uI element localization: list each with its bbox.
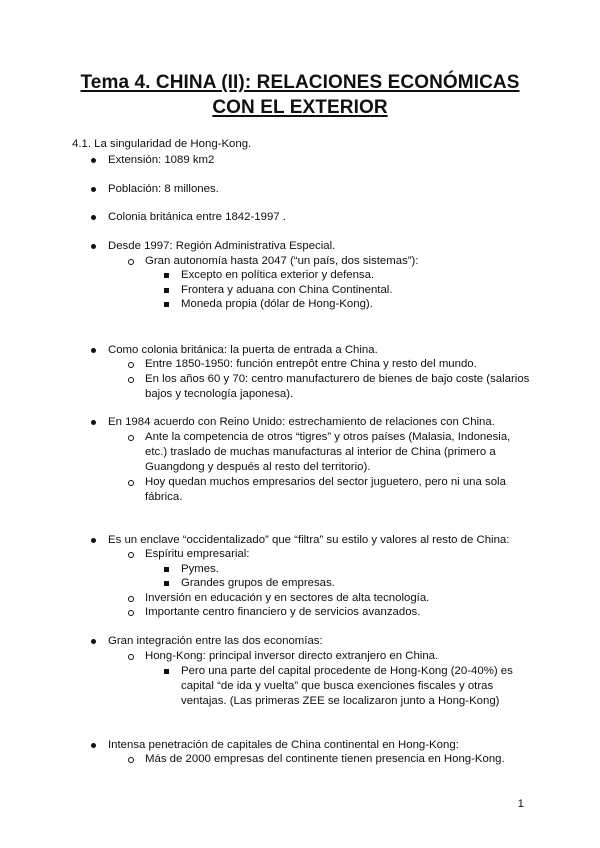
list-item: Más de 2000 empresas del continente tienen presencia en Hong-Kong.	[145, 753, 505, 765]
list-item: Extensión: 1089 km2	[108, 154, 215, 166]
list-item: En los años 60 y 70: centro manufacturero de bienes de bajo coste (salarios bajos y tecnología japonesa).	[145, 372, 535, 402]
list-item: Pero una parte del capital procedente de Hong-Kong (20-40%) es capital “de ida y vuelta” que busca exenciones fiscales y otras ventajas. (Las primeras ZEE se localizaron junto a Hong-Kong)	[181, 664, 526, 709]
list-item: Hoy quedan muchos empresarios del sector juguetero, pero ni una sola fábrica.	[145, 475, 535, 505]
page-number: 1	[517, 798, 524, 810]
section-heading: 4.1. La singularidad de Hong-Kong.	[72, 138, 252, 150]
list-item: En 1984 acuerdo con Reino Unido: estrechamiento de relaciones con China.	[108, 416, 495, 428]
list-item: Frontera y aduana con China Continental.	[181, 284, 393, 296]
list-item: Ante la competencia de otros “tigres” y otros países (Malasia, Indonesia, etc.) traslado de muchas manufacturas al interior de China (primero a Guangdong y después al resto del territorio).	[145, 430, 535, 475]
list-item: Inversión en educación y en sectores de alta tecnología.	[145, 592, 430, 604]
list-item: Como colonia británica: la puerta de entrada a China.	[108, 344, 378, 356]
list-item: Pymes.	[181, 563, 219, 575]
list-item: Colonia británica entre 1842-1997 .	[108, 211, 286, 223]
list-item: Grandes grupos de empresas.	[181, 577, 335, 589]
list-item: Importante centro financiero y de servicios avanzados.	[145, 606, 421, 618]
list-item: Excepto en política exterior y defensa.	[181, 269, 375, 281]
list-item: Gran integración entre las dos economías:	[108, 635, 323, 647]
list-item: Moneda propia (dólar de Hong-Kong).	[181, 298, 373, 310]
list-item: Intensa penetración de capitales de China continental en Hong-Kong:	[108, 739, 459, 751]
list-item: Hong-Kong: principal inversor directo extranjero en China.	[145, 650, 439, 662]
list-item: Gran autonomía hasta 2047 (“un país, dos sistemas”):	[145, 255, 419, 267]
list-item: Espíritu empresarial:	[145, 548, 250, 560]
list-item: Desde 1997: Región Administrativa Especial.	[108, 240, 336, 252]
document-title-line1: Tema 4. CHINA (II): RELACIONES ECONÓMICAS	[80, 72, 520, 93]
list-item: Es un enclave “occidentalizado” que “filtra” su estilo y valores al resto de China:	[108, 534, 510, 546]
document-title-line2: CON EL EXTERIOR	[212, 97, 388, 118]
list-item: Población: 8 millones.	[108, 183, 219, 195]
list-item: Entre 1850-1950: función entrepôt entre China y resto del mundo.	[145, 358, 477, 370]
